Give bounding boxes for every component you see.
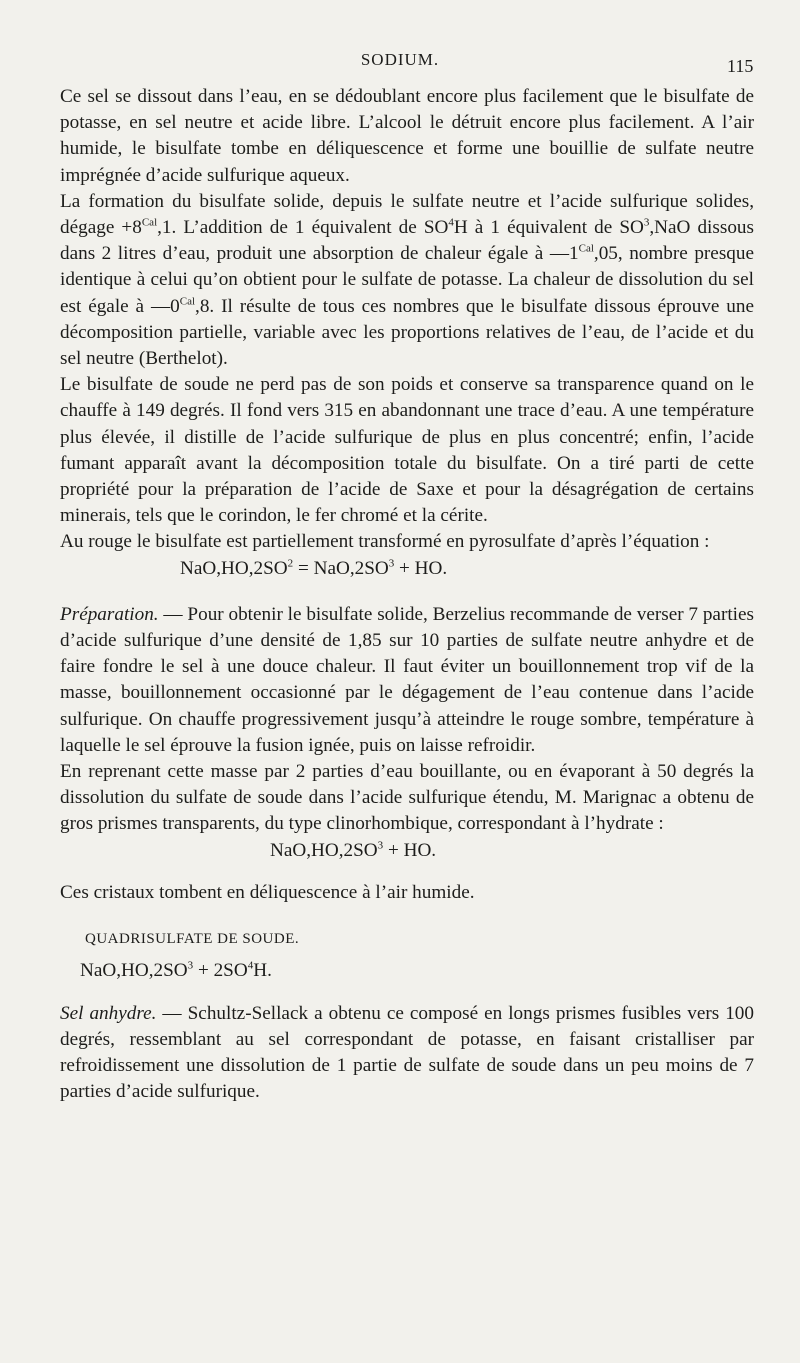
- paragraph-thermochemistry: La formation du bisulfate solide, depuis le sulfate neutre et l’acide sulfurique solides, dégage $+8^{Cal},1$. L’addition de 1 équivalent de $SO^4H$ à 1 équivalent de $SO^3,NaO$ dissous dans 2 litres d’eau, produit une absorption de chaleur égale à $—1^{Cal},05$, nombre presque identique à celui qu’on obtient pour le sulfate de potasse. La chaleur de dissolution du sel est égale à $—0^{Cal},8$. Il résulte de tous ces nombres que le bisulfate dissous éprouve une décomposition partielle, variable avec les proportions relatives de l’eau, de l’acide et du sel neutre (Berthelot).: [60, 190, 754, 370]
- paragraph-marignac: En reprenant cette masse par 2 parties d’eau bouillante, ou en évaporant à 50 degrés la dissolution du sulfate de soude dans l’acide sulfurique étendu, M. Marignac a obtenu de gros prismes transparents, du type clinorhombique, correspondant à l’hydrate :: [60, 761, 754, 835]
- formula-quadrisulfate: $NaO,HO,2SO^3 + 2SO^4H$.: [80, 959, 272, 982]
- page-number: 115: [727, 56, 754, 76]
- running-head: SODIUM.: [360, 50, 440, 69]
- anhydrous-label: Sel anhydre.: [60, 1002, 157, 1024]
- paragraph-pyrosulfate: Au rouge le bisulfate est partiellement transformé en pyrosulfate d’après l’équation :: [60, 531, 710, 553]
- formula-hydrate: $NaO,HO,2SO^3$ + HO.: [270, 839, 437, 861]
- paragraph-dissolution: Ce sel se dissout dans l’eau, en se dédoublant encore plus facilement que le bisulfate de potasse, en sel neutre et acide libre. L’alcool le détruit encore plus facilement. A l’air humide, le bisulfate tombe en déliquescence et forme une bouillie de sulfate neutre imprégnée d’acide sulfurique aqueux.: [60, 86, 754, 186]
- paragraph-heating: Le bisulfate de soude ne perd pas de son poids et conserve sa transparence quand on le chauffe à 149 degrés. Il fond vers 315 en abandonnant une trace d’eau. A une température plus élevée, il distille de l’acide sulfurique de plus en plus concentré; enfin, l’acide fumant apparaît avant la décomposition totale du bisulfate. On a tiré parti de cette propriété pour la préparation de l’acide de Saxe et pour la désagrégation de certains minerais, tels que le corindon, le fer chromé et la cérite.: [60, 374, 754, 527]
- section-heading: QUADRISULFATE DE SOUDE.: [85, 931, 300, 948]
- formula-pyrosulfate: $NaO,HO,2SO^2 = NaO,2SO^3$ + HO.: [180, 557, 448, 579]
- preparation-label: Préparation.: [60, 603, 159, 625]
- paragraph-anhydrous: Sel anhydre. — Schultz-Sellack a obtenu ce composé en longs prismes fusibles vers 100 degrés, ressemblant au sel correspondant de potasse, en faisant cristalliser par refroidissement une dissolution de 1 partie de sulfate de soude dans un peu moins de 7 parties d’acide sulfurique.: [60, 1002, 754, 1103]
- paragraph-preparation: Préparation. — Pour obtenir le bisulfate solide, Berzelius recommande de verser 7 parties d’acide sulfurique d’une densité de 1,85 sur 10 parties de sulfate neutre anhydre et de faire fondre le sel à une douce chaleur. Il faut éviter un bouillonnement trop vif de la masse, bouillonnement occasionné par le dégagement de l’eau contenue dans l’acide sulfurique. On chauffe progressivement jusqu’à atteindre le rouge sombre, température à laquelle le sel éprouve la fusion ignée, puis on laisse refroidir.: [60, 603, 754, 756]
- paragraph-deliquescence: Ces cristaux tombent en déliquescence à l’air humide.: [60, 881, 475, 903]
- body-text: [60, 84, 754, 1105]
